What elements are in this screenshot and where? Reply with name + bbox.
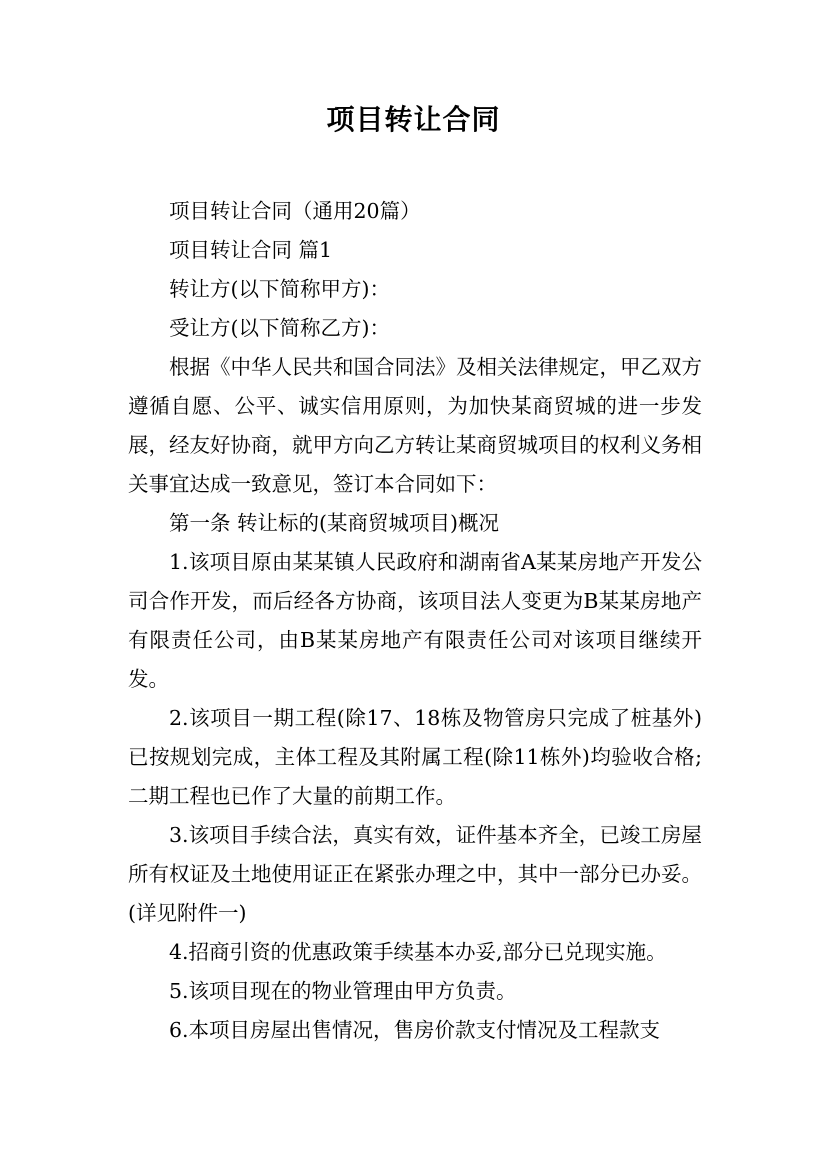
paragraph-preamble: 根据《中华人民共和国合同法》及相关法律规定，甲乙双方遵循自愿、公平、诚实信用原则，为加快某商贸城的进一步发展，经友好协商，就甲方向乙方转让某商贸城项目的权利义务相关事宜达成一致意见，签订本合同如下：	[128, 355, 702, 496]
paragraph-transferor: 转让方(以下简称甲方)：	[169, 277, 390, 301]
paragraph-item-2: 2.该项目一期工程(除17、18栋及物管房只完成了桩基外)已按规划完成，主体工程及其附属工程(除11栋外)均验收合格;二期工程也已作了大量的前期工作。	[128, 706, 702, 808]
paragraph-item-5: 5.该项目现在的物业管理由甲方负责。	[169, 979, 517, 1003]
paragraph-subtitle: 项目转让合同（通用20篇）	[169, 199, 421, 223]
document-body	[128, 192, 702, 1050]
paragraph-section-heading: 项目转让合同 篇1	[169, 238, 333, 262]
paragraph-article-1-heading: 第一条 转让标的(某商贸城项目)概况	[169, 511, 500, 535]
paragraph-item-6: 6.本项目房屋出售情况，售房价款支付情况及工程款支	[169, 1018, 661, 1042]
paragraph-item-3: 3.该项目手续合法，真实有效，证件基本齐全，已竣工房屋所有权证及土地使用证正在紧张办理之中，其中一部分已办妥。(详见附件一)	[128, 823, 702, 925]
document-title: 项目转让合同	[326, 103, 501, 136]
paragraph-item-1: 1.该项目原由某某镇人民政府和湖南省A某某房地产开发公司合作开发，而后经各方协商，该项目法人变更为B某某房地产有限责任公司，由B某某房地产有限责任公司对该项目继续开发。	[128, 550, 702, 691]
paragraph-transferee: 受让方(以下简称乙方)：	[169, 316, 390, 340]
paragraph-item-4: 4.招商引资的优惠政策手续基本办妥,部分已兑现实施。	[169, 940, 667, 964]
